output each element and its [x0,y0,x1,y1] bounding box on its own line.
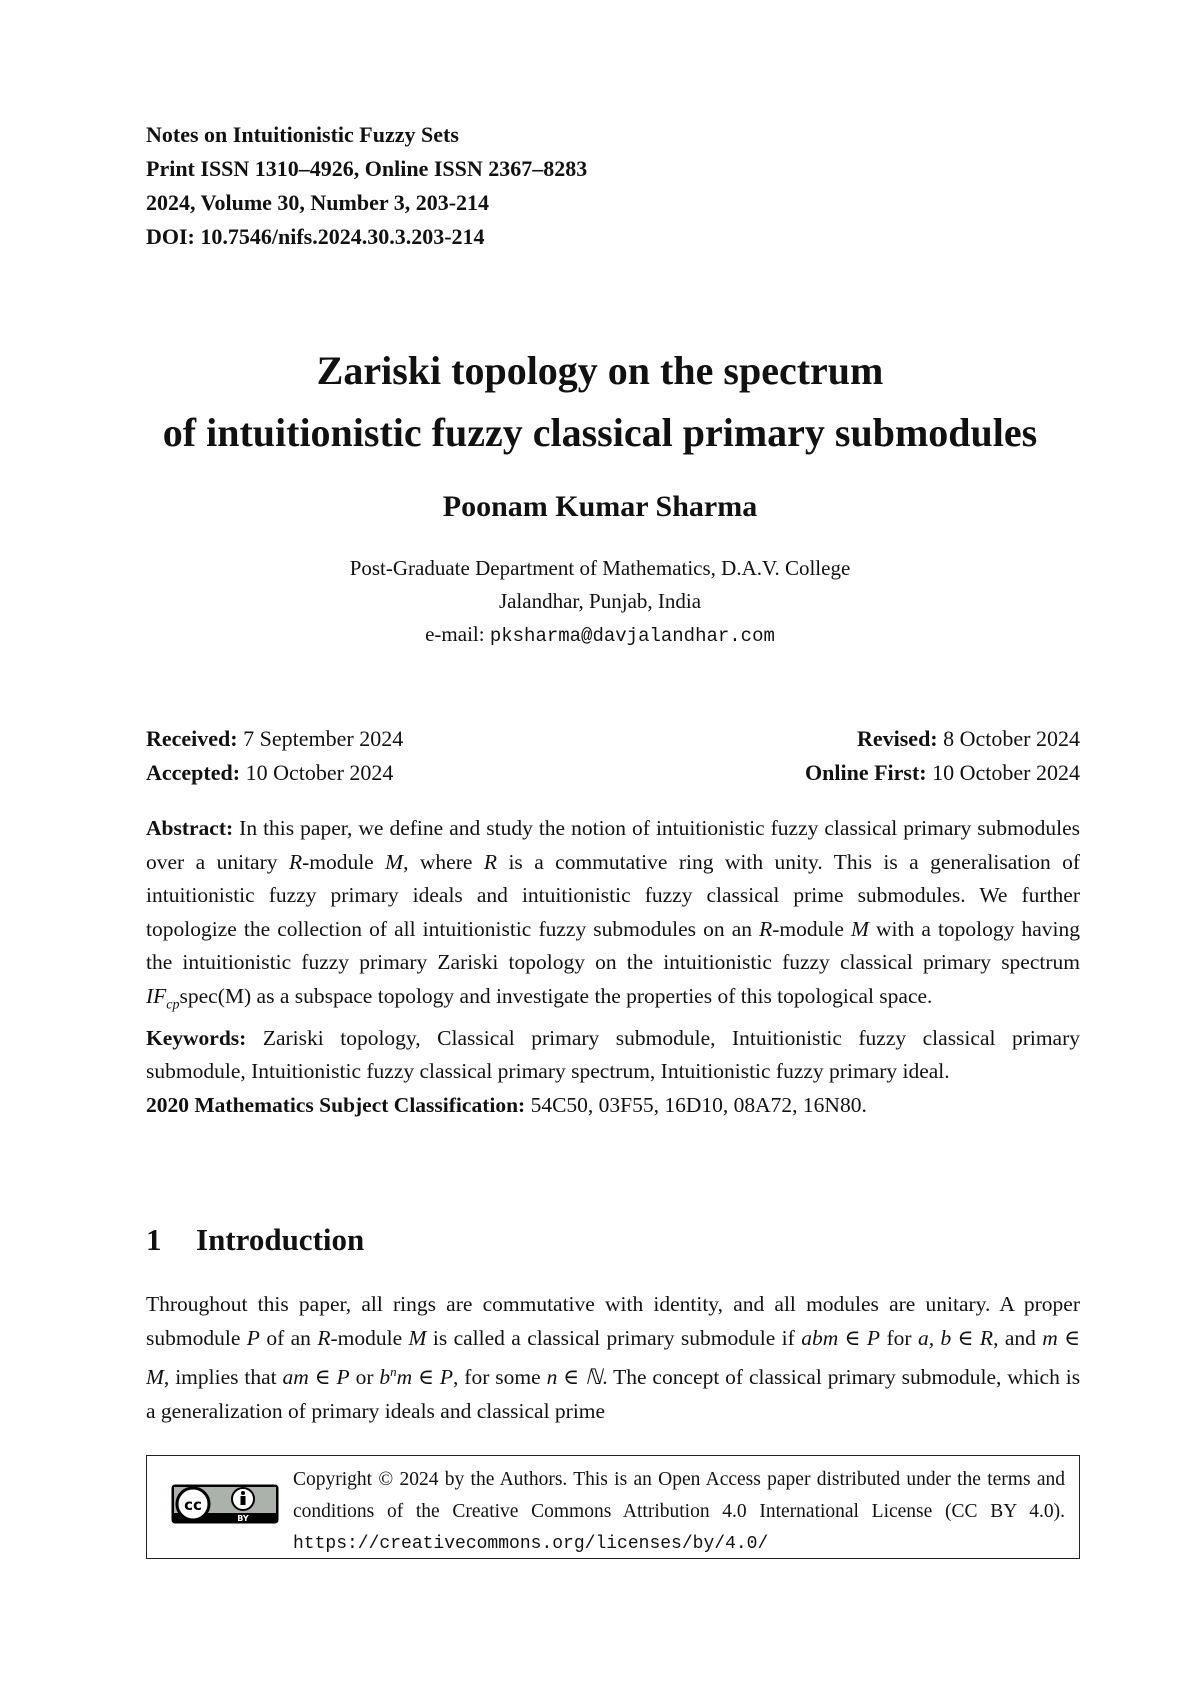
journal-volume: 2024, Volume 30, Number 3, 203-214 [146,190,490,215]
online-first-date: Online First: 10 October 2024 [805,760,1080,785]
msc-label: 2020 Mathematics Subject Classification: [146,1093,526,1118]
cc-by-badge-icon[interactable] [171,1484,279,1524]
email-link[interactable]: pksharma@davjalandhar.com [489,625,775,647]
section-number: 1 [146,1222,162,1257]
msc-paragraph [146,1089,1080,1123]
abstract-label: Abstract: [146,816,234,840]
paper-title [0,340,1200,464]
journal-header [146,118,587,254]
cc-logo-text: cc [184,1496,202,1514]
license-text: Copyright © 2024 by the Authors. This is an Open Access paper distributed under the terms and conditions of the Creative Commons Attribution 4.0 International License (CC BY 4.0). https://creativecommons.org/licenses/by/4.0/ [293,1469,1065,1554]
accepted-date: Accepted: 10 October 2024 [146,760,394,785]
spectrum-notation: $IF_{cp}spec(M)$ [146,983,252,1013]
msc-text: 54C50, 03F55, 16D10, 08A72, 16N80. [530,1093,867,1118]
revised-date: Revised: 8 October 2024 [856,726,1080,751]
section-title: Introduction [196,1222,365,1257]
keywords-text: Zariski topology, Classical primary submodule, Intuitionistic fuzzy classical primary submodule, Intuitionistic fuzzy classical primary spectrum, Intuitionistic fuzzy primary ideal. [146,1025,1081,1084]
author-affiliation [0,552,1200,653]
affiliation-location: Jalandhar, Punjab, India [498,589,702,613]
affiliation-email [0,618,1200,653]
abstract-block [146,812,1080,1123]
title-line-2: of intuitionistic fuzzy classical primary submodules [162,410,1038,455]
abstract-paragraph: Abstract: In this paper, we define and study the notion of intuitionistic fuzzy classical primary submodules over a unitary R-module M, where R is a commutative ring with unity. This is a generalisation of intuitionistic fuzzy primary ideals and intuitionistic fuzzy classical prime submodules. We further topologize the collection of all intuitionistic fuzzy submodules on an R-module M with a topology having the intuitionistic fuzzy primary Zariski topology on the intuitionistic fuzzy classical primary spectrum $IF_{cp}spec(M)$ as a subspace topology and investigate the properties of this topological space. [146,816,1081,1013]
title-line-1: Zariski topology on the spectrum [316,348,884,393]
dates-block [146,722,1080,790]
license-url[interactable]: https://creativecommons.org/licenses/by/4.0/ [293,1534,769,1554]
received-date: Received: 7 September 2024 [146,726,404,751]
keywords-paragraph [146,1022,1080,1089]
affiliation-department: Post-Graduate Department of Mathematics, D.A.V. College [349,556,851,580]
author-name: Poonam Kumar Sharma [442,490,758,523]
keywords-label: Keywords: [146,1025,247,1050]
section-heading [146,1222,364,1258]
email-label: e-mail: [425,622,485,646]
by-logo-text: BY [237,1514,249,1523]
intro-paragraph: Throughout this paper, all rings are commutative with identity, and all modules are unitary. A proper submodule P of an R-module M is called a classical primary submodule if abm ∈ P for a, b ∈ R, and m ∈ M, implies that am ∈ P or $b^nm$ ∈ P, for some n ∈ ℕ. The concept of classical primary submodule, which is a generalization of primary ideals and classical prime [146,1292,1081,1423]
license-box [146,1455,1080,1559]
journal-issn: Print ISSN 1310–4926, Online ISSN 2367–8283 [146,156,588,181]
journal-name: Notes on Intuitionistic Fuzzy Sets [146,122,459,147]
journal-doi[interactable]: DOI: 10.7546/nifs.2024.30.3.203-214 [146,224,485,249]
